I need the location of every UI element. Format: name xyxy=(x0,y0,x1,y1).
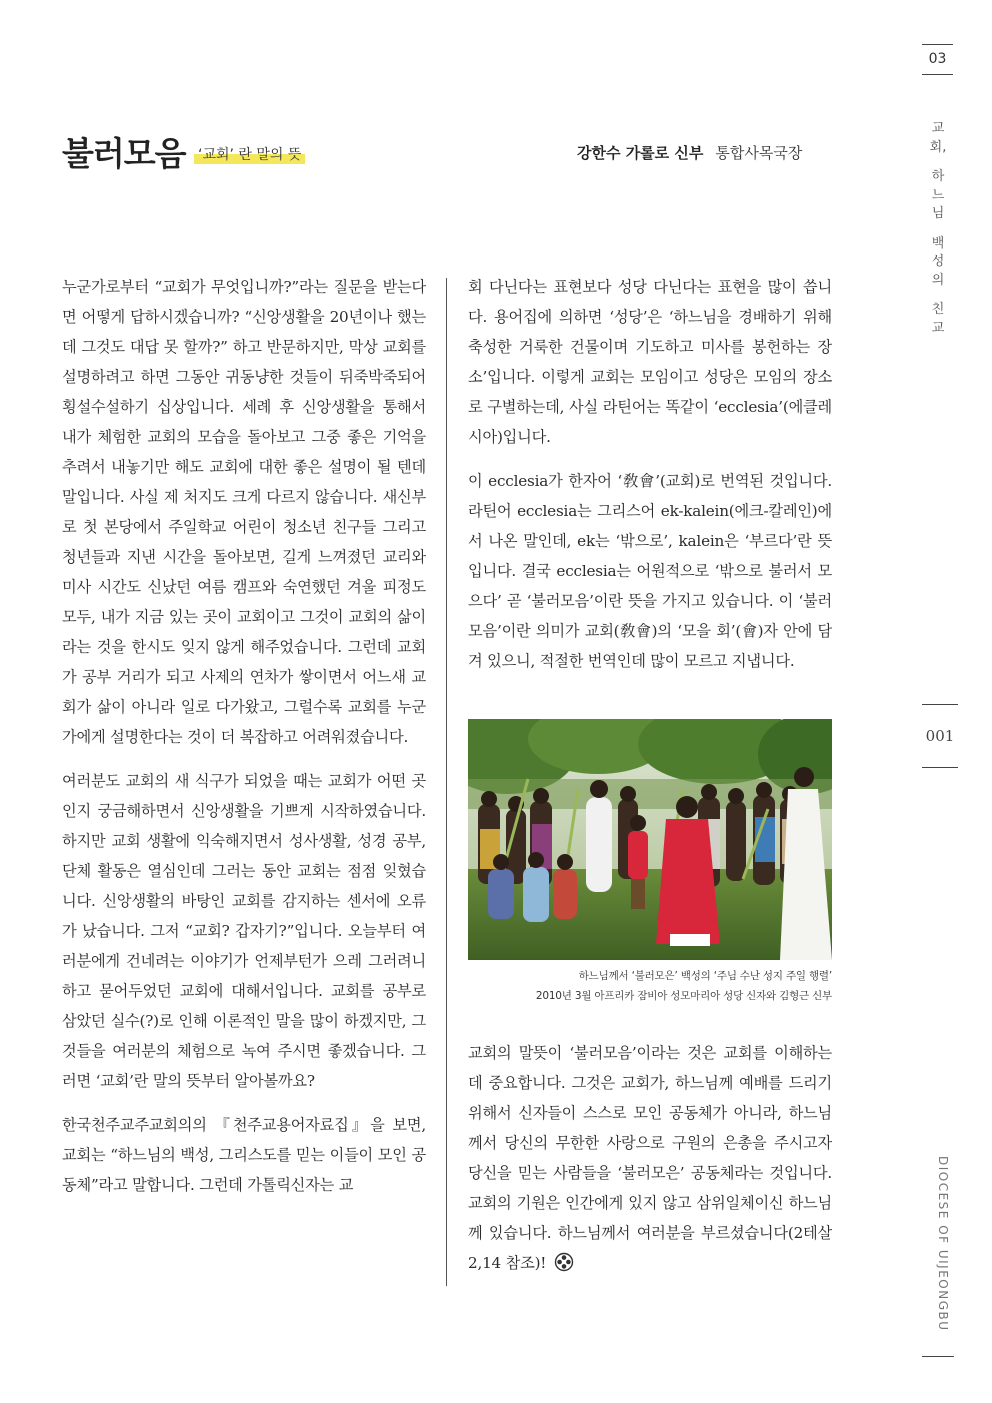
section-title-char: 교 xyxy=(931,121,945,136)
flower-end-icon xyxy=(554,1252,574,1272)
section-title-char: 회, xyxy=(929,139,947,155)
publisher-vertical xyxy=(936,1156,952,1340)
procession-photo xyxy=(468,719,832,960)
section-title-char: 친 xyxy=(931,302,945,317)
body-paragraph: 이 ecclesia가 한자어 ‘敎會’(교회)로 번역된 것입니다. 라틴어 ecclesia는 그리스어 ek-kalein(에크-칼레인)에서 나온 말인데, ek는 ‘밖으로’, kalein은 ‘부르다’란 뜻입니다. 결국 ecclesia는 어원적으로 ‘밖으로 불러서 모으다’ 곧 ‘불러모음’이란 뜻을 가지고 있습니다. 이 ‘불러모음’이란 의미가 교회(敎會)의 ‘모을 회’(會)자 안에 담겨 있으니, 적절한 번역인데 많이 모르고 지냅니다. xyxy=(468,472,832,670)
body-paragraph: 여러분도 교회의 새 식구가 되었을 때는 교회가 어떤 곳인지 궁금해하면서 신앙생활을 기쁘게 시작하였습니다. 하지만 교회 생활에 익숙해지면서 성사생활, 성경 공부, 단체 활동은 열심인데 그러는 동안 교회는 점점 잊혔습니다. 신앙생활의 바탕인 교회를 감지하는 센서에 오류가 났습니다. 그저 “교회? 갑자기?”입니다. 오늘부터 여러분에게 건네려는 이야기가 언제부턴가 으레 그러려니 하고 묻어두었던 교회에 대해서입니다. 교회를 공부로 삼았던 실수(?)로 인해 이론적인 말을 많이 하겠지만, 그것들을 여러분의 체험으로 녹여 주시면 좋겠습니다. 그러면 ‘교회’란 말의 뜻부터 알아볼까요? xyxy=(62,772,426,1090)
caption-line: 하느님께서 ‘불러모은’ 백성의 ‘주님 수난 성지 주일 행렬’ xyxy=(578,970,832,982)
closing-block xyxy=(468,1038,832,1278)
left-column xyxy=(62,272,426,1214)
body-paragraph: 누군가로부터 “교회가 무엇입니까?”라는 질문을 받는다면 어떻게 답하시겠습니까? “신앙생활을 20년이나 했는데 그것도 대답 못 할까?” 하고 반문하지만, 막상 교회를 설명하려고 하면 그동안 귀동냥한 것들이 뒤죽박죽되어 횡설수설하기 십상입니다. 세례 후 신앙생활을 통해서 내가 체험한 교회의 모습을 돌아보고 그중 좋은 기억을 추려서 내놓기만 해도 교회에 대한 좋은 설명이 될 텐데 말입니다. 사실 제 처지도 크게 다르지 않습니다. 새신부로 첫 본당에서 주일학교 어린이 청소년 친구들 그리고 청년들과 지낸 시간을 돌아보면, 길게 느껴졌던 교리와 미사 시간도 신났던 여름 캠프와 숙연했던 겨울 피정도 모두, 내가 지금 있는 곳이 교회이고 그것이 교회의 삶이라는 것을 한시도 잊지 않게 해주었습니다. 그런데 교회가 공부 거리가 되고 사제의 연차가 쌓이면서 어느새 교회가 삶이 아니라 일로 다가왔고, 그럴수록 교회를 누군가에게 설명한다는 것이 더 복잡하고 어려워졌습니다. xyxy=(62,278,426,746)
section-title-char: 교 xyxy=(931,320,945,336)
author-name: 강한수 가롤로 신부 xyxy=(577,144,704,162)
section-title-char: 성 xyxy=(931,254,945,269)
section-title-char: 의 xyxy=(931,272,945,288)
article-subtitle: ‘교회’ 란 말의 뜻 xyxy=(194,144,305,164)
photo-illustration xyxy=(468,719,832,960)
body-paragraph: 회 다닌다는 표현보다 성당 다닌다는 표현을 많이 씁니다. 용어집에 의하면 ‘성당’은 ‘하느님을 경배하기 위해 축성한 거룩한 건물이며 기도하고 미사를 봉헌하는 장소’입니다. 이렇게 교회는 모임이고 성당은 모임의 장소로 구별하는데, 사실 라틴어는 똑같이 ‘ecclesia’(에클레시아)입니다. xyxy=(468,278,832,446)
closing-paragraph: 교회의 말뜻이 ‘불러모음’이라는 것은 교회를 이해하는 데 중요합니다. 그것은 교회가, 하느님께 예배를 드리기 위해서 신자들이 스스로 모인 공동체가 아니라, 하느님께서 당신의 무한한 사랑으로 구원의 은총을 주시고자 당신을 믿는 사람들을 ‘불러모은’ 공동체라는 것입니다. 교회의 기원은 인간에게 있지 않고 삼위일체이신 하느님께 있습니다. 하느님께서 여러분을 부르셨습니다(2테살 2,14 참조)! xyxy=(468,1044,832,1272)
caption-line: 2010년 3월 아프리카 잠비아 성모마리아 성당 신자와 김형근 신부 xyxy=(535,990,832,1002)
page-number: 03 xyxy=(922,44,953,75)
section-title-char: 하 xyxy=(931,169,945,184)
body-paragraph: 한국천주교주교회의의 『천주교용어자료집』을 보면, 교회는 “하느님의 백성, 그리스도를 믿는 이들이 모인 공동체”라고 말합니다. 그런데 가톨릭신자는 교 xyxy=(62,1116,426,1194)
section-title-char: 님 xyxy=(931,206,945,221)
article-title: 불러모음 xyxy=(62,134,186,173)
photo-caption xyxy=(468,966,832,1006)
issue-number: 001 xyxy=(922,704,958,768)
section-title-char: 느 xyxy=(931,187,945,203)
section-title-vertical xyxy=(928,120,948,338)
publisher-label: DIOCESE OF UIJEONGBU xyxy=(936,1156,950,1332)
author-role: 통합사목국장 xyxy=(715,144,803,162)
section-title-char: 백 xyxy=(931,235,945,251)
author-line xyxy=(577,142,802,163)
sidebar-rule xyxy=(922,1356,954,1357)
column-divider xyxy=(446,278,447,1286)
closing-paragraph-wrap xyxy=(468,1038,832,1278)
